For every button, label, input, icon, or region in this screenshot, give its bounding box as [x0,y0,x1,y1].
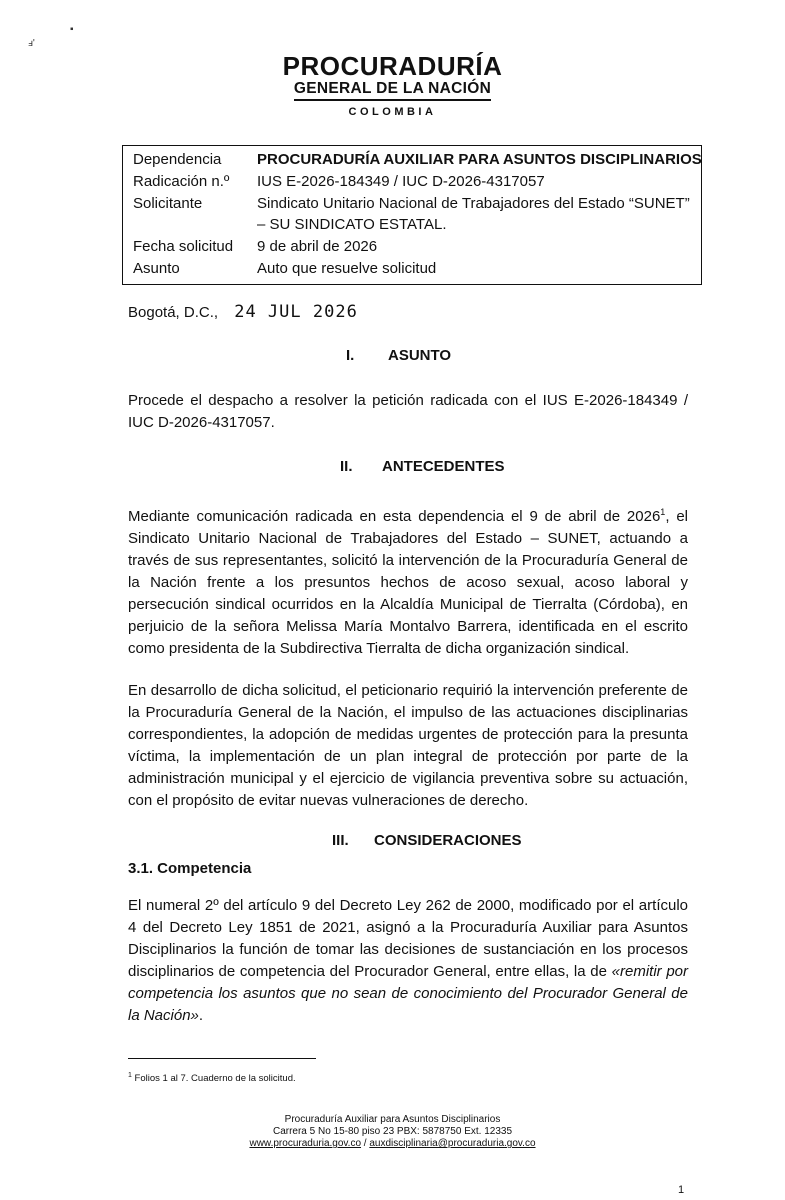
row-label-dependencia: Dependencia [133,151,222,168]
footer-website-link[interactable]: www.procuraduria.gov.co [249,1138,362,1149]
row-value-asunto: Auto que resuelve solicitud [257,260,437,277]
date-place: Bogotá, D.C., [128,304,219,321]
scan-mark: ⅎ' [28,38,35,49]
paragraph-antecedentes-2: En desarrollo de dicha solicitud, el peticionario requirió la intervención preferente de la Procuraduría General de la Nación, el impulso de las actuaciones disciplinarias correspondientes, la adopción de medidas urgentes de protección para la presunta víctima, la implementación de un plan integral de protección por parte de la administración municipal y el ejercicio de vigilancia preventiva sobre su actuación, con el propósito de evitar nuevas vulneraciones de derecho. [128,682,688,809]
case-info-table [122,145,702,285]
logo-line-2: GENERAL DE LA NACIÓN [0,80,785,101]
footer-address: Carrera 5 No 15-80 piso 23 PBX: 5878750 Ext. 12335 [272,1126,513,1137]
institution-logo [0,52,785,119]
paragraph-asunto: Procede el despacho a resolver la petición radicada con el IUS E-2026-184349 / IUC D-2026-4317057. [128,392,688,431]
date-line [128,302,358,322]
scan-dot: ▪ [70,24,74,35]
section-heading-consideraciones: III. CONSIDERACIONES [332,832,522,849]
row-value-dependencia: PROCURADURÍA AUXILIAR PARA ASUNTOS DISCIPLINARIOS [257,151,702,168]
footnote-ref: 1 [660,507,666,517]
footnote-divider [128,1058,316,1059]
footnote: $^1$ Folios 1 al 7. Cuaderno de la solicitud. [128,1072,296,1085]
row-value-solicitante: Sindicato Unitario Nacional de Trabajadores del Estado “SUNET” – SU SINDICATO ESTATAL. [257,195,690,233]
page-footer [0,1114,785,1150]
row-value-fecha: 9 de abril de 2026 [257,238,378,255]
date-stamp: 24 JUL 2026 [234,302,358,322]
subsection-heading-competencia: 3.1. Competencia [128,860,252,877]
section-heading-asunto: I. ASUNTO [346,347,452,364]
logo-line-1: PROCURADURÍA [282,51,503,81]
page-number: 1 [678,1184,685,1196]
paragraph-competencia: El numeral 2º del artículo 9 del Decreto Ley 262 de 2000, modificado por el artículo 4 del Decreto Ley 1851 de 2021, asignó a la Procuraduría Auxiliar para Asuntos Disciplinarios la función de tomar las decisiones de sustanciación en los procesos disciplinarios de competencia del Procurador General, entre ellas, la de «remitir por competencia los asuntos que no sean de conocimiento del Procurador General de la Nación». [128,897,688,1024]
footer-links: www.procuraduria.gov.co / auxdisciplinaria@procuraduria.gov.co [249,1138,536,1149]
row-label-fecha: Fecha solicitud [133,238,234,255]
section-heading-antecedentes: II. ANTECEDENTES [340,458,505,475]
footer-email-link[interactable]: auxdisciplinaria@procuraduria.gov.co [369,1138,536,1149]
paragraph-antecedentes-1: Mediante comunicación radicada en esta dependencia el 9 de abril de 2026$^1$, el Sindicato Unitario Nacional de Trabajadores del Estado – SUNET, actuando a través de sus representantes, solicitó la intervención de la Procuraduría General de la Nación frente a los presuntos hechos de acoso sexual, acoso laboral y persecución sindical ocurridos en la Alcaldía Municipal de Tierralta (Córdoba), en perjuicio de la señora Melissa María Montalvo Barrera, identificada en el escrito como presidenta de la Subdirectiva Tierralta de dicha organización sindical. [128,507,688,657]
footer-office: Procuraduría Auxiliar para Asuntos Disciplinarios [284,1114,501,1125]
logo-line-3: COLOMBIA [348,106,437,118]
row-value-radicacion: IUS E-2026-184349 / IUC D-2026-4317057 [257,173,545,190]
row-label-solicitante: Solicitante [133,195,203,212]
row-label-asunto: Asunto [133,260,180,277]
row-label-radicacion: Radicación n.º [133,173,230,190]
